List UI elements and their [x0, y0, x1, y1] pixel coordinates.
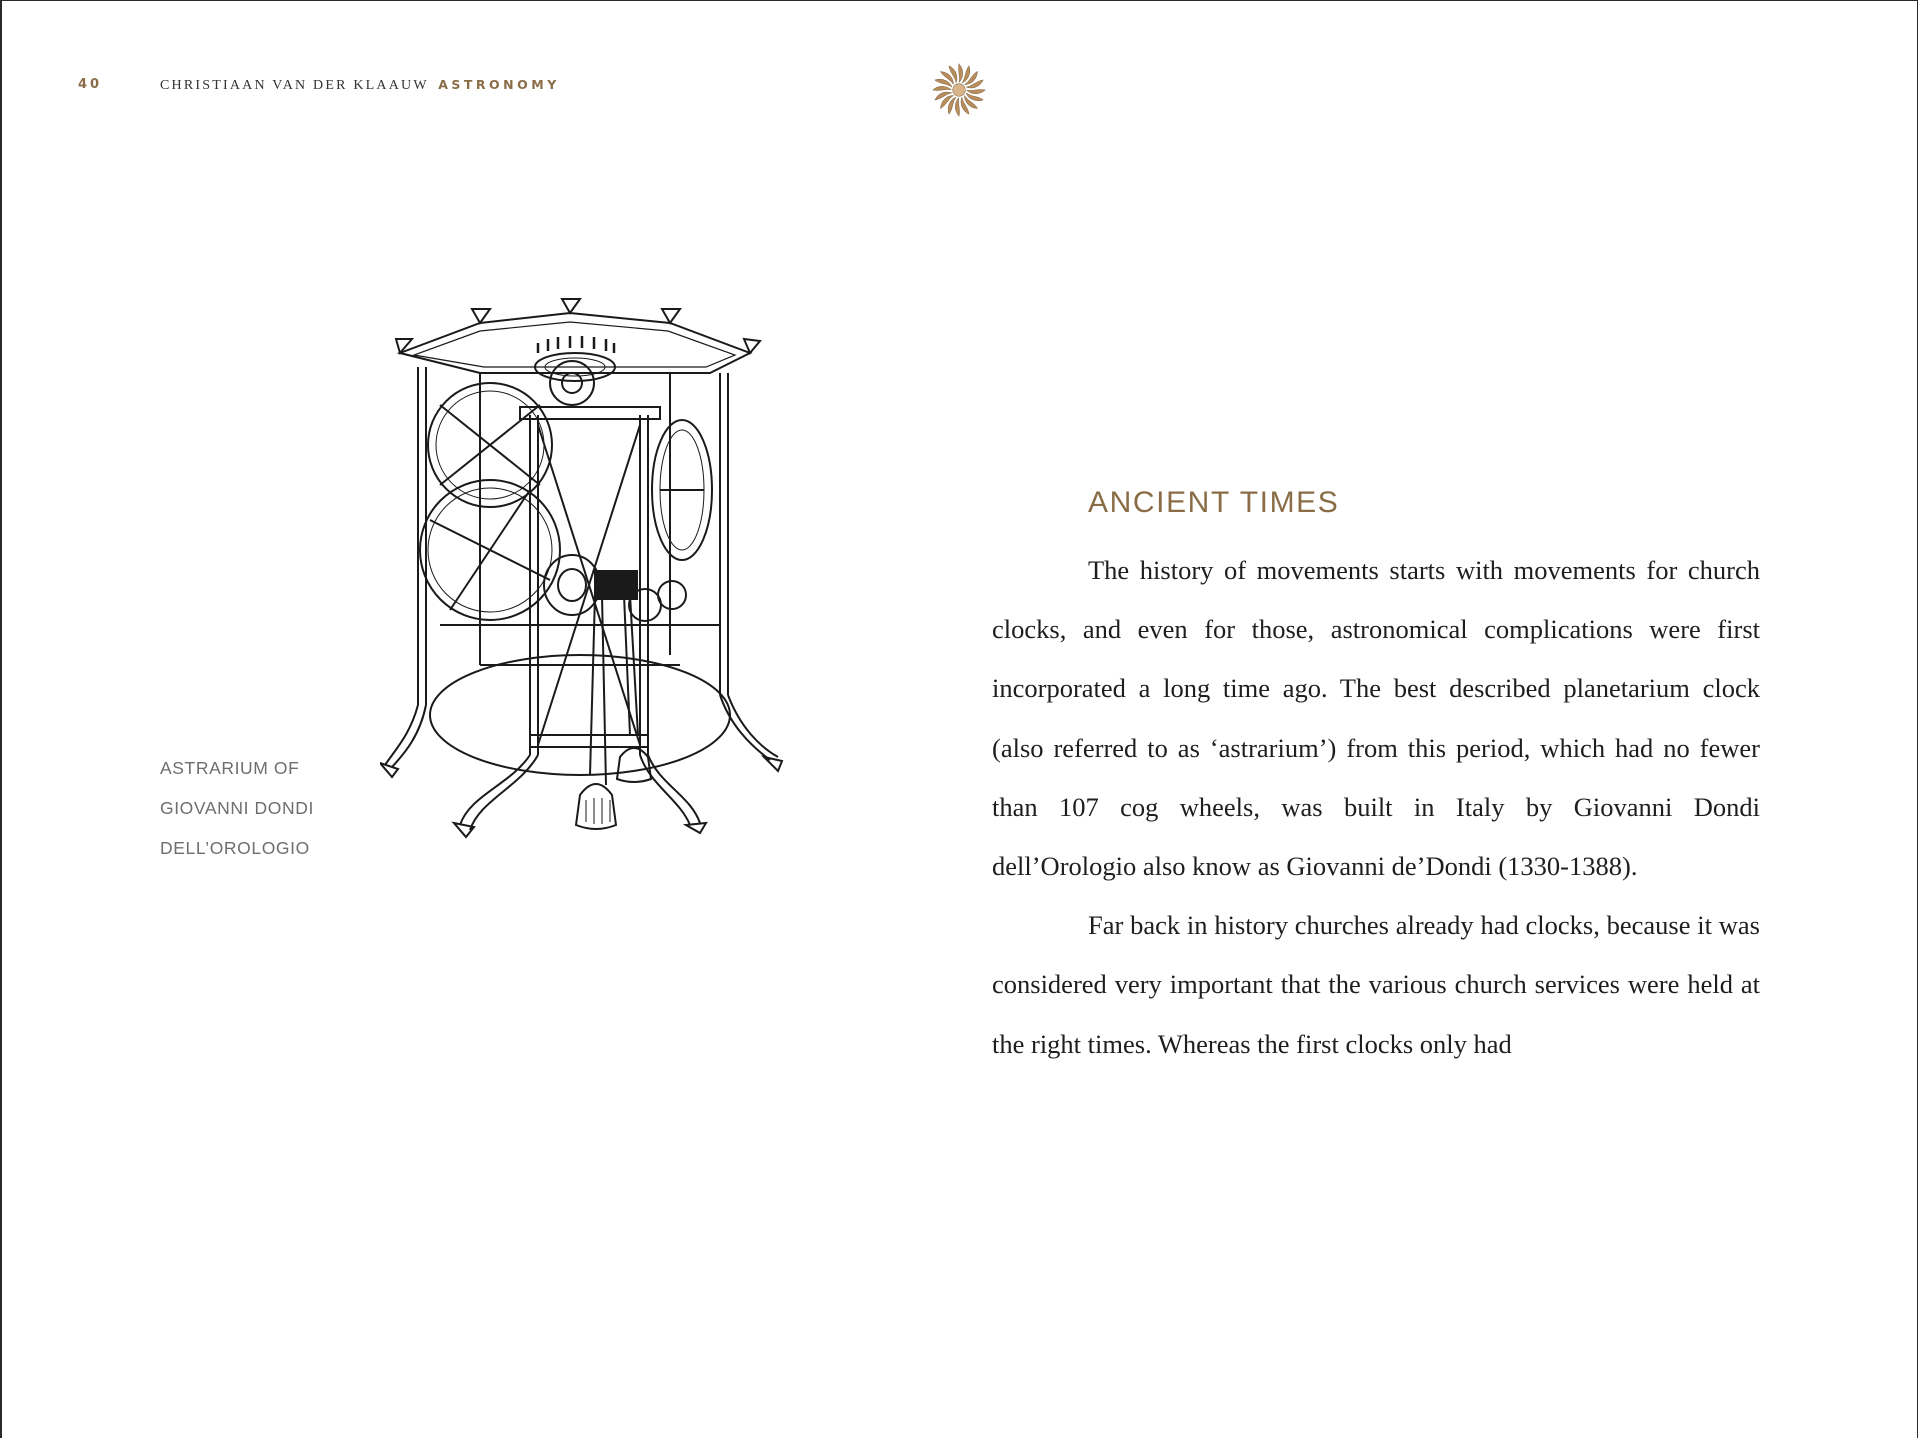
caption-line: DELL’OROLOGIO: [160, 838, 310, 858]
section-title: ANCIENT TIMES: [1088, 486, 1340, 519]
article-body: [992, 541, 1760, 1074]
figure-caption: [160, 748, 410, 868]
page-number: 40: [78, 77, 103, 92]
section-label: ASTRONOMY: [438, 77, 560, 92]
paragraph: Far back in history churches already had clocks, because it was considered very important that the various church services were held at the right times. Whereas the first clocks only had: [992, 910, 1760, 1059]
caption-line: ASTRARIUM OF: [160, 758, 300, 778]
astrarium-illustration: [380, 295, 810, 855]
sun-rosette-icon: [930, 61, 988, 119]
running-head: [160, 77, 560, 94]
caption-line: GIOVANNI DONDI: [160, 798, 314, 818]
paragraph: The history of movements starts with movements for church clocks, and even for those, astronomical complications were first incorporated a long time ago. The best described planetarium clock (also referred to as ‘astrarium’) from this period, which had no fewer than 107 cog wheels, was built in Italy by Giovanni Dondi dell’Orologio also know as Giovanni de’Dondi (1330-1388).: [992, 555, 1760, 882]
book-title: CHRISTIAAN VAN DER KLAAUW: [160, 78, 429, 93]
